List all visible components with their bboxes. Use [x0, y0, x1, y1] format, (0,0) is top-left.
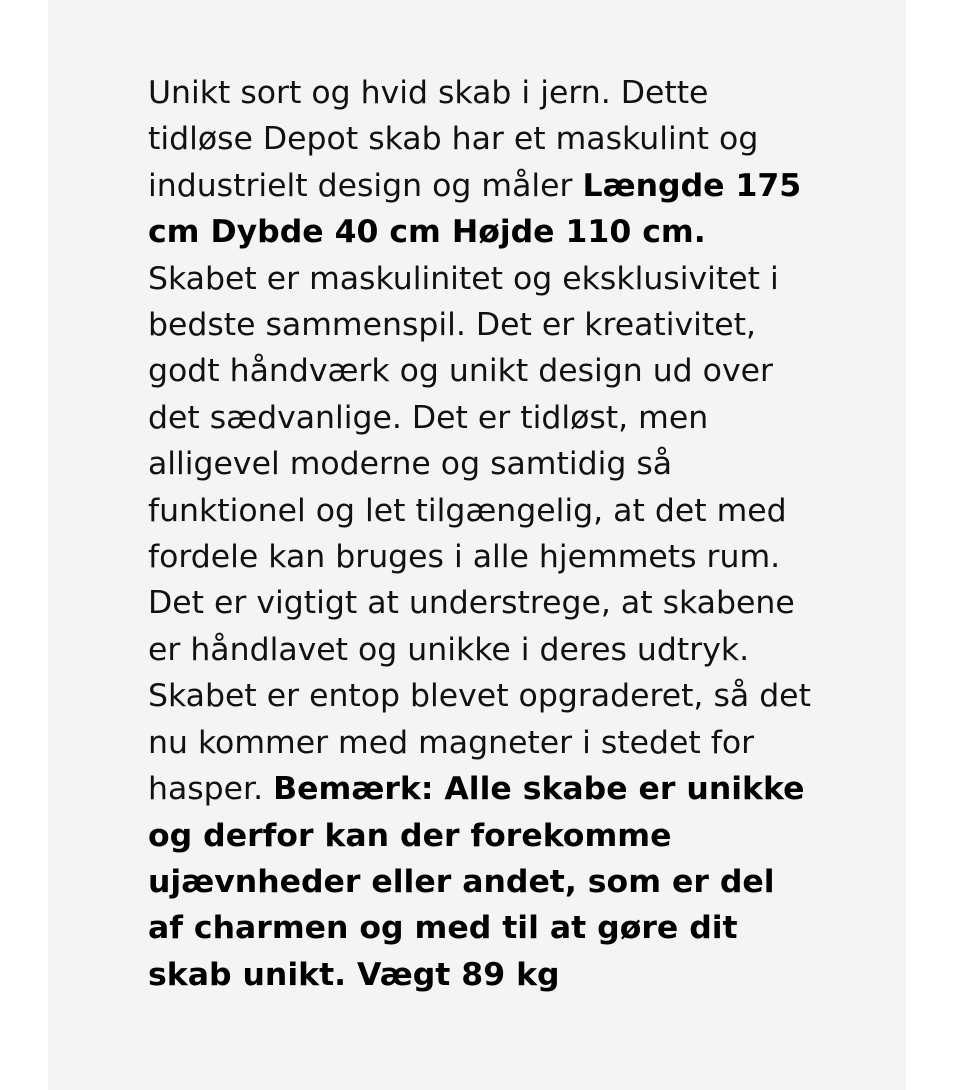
description-panel	[48, 0, 906, 1090]
description-body: Skabet er maskulinitet og eksklusivitet i bedste sammenspil. Det er kreativitet, godt håndværk og unikt design ud over det sædvanlige. Det er tidløst, men alligevel moderne og samtidig så funktionel og let tilgængelig, at det med fordele kan bruges i alle hjemmets rum. Det er vigtigt at understrege, at skabene er håndlavet og unikke i deres udtryk. Skabet er entop blevet opgraderet, så det nu kommer med magneter i stedet for hasper.	[148, 260, 811, 808]
dimensions-text: Længde 175 cm Dybde 40 cm Højde 110 cm.	[148, 167, 802, 251]
product-description	[148, 70, 820, 998]
description-intro: Unikt sort og hvid skab i jern. Dette tidløse Depot skab har et maskulint og industrielt design og måler	[148, 75, 759, 204]
note-text: Bemærk: Alle skabe er unikke og derfor kan der forekomme ujævnheder eller andet, som er del af charmen og med til at gøre dit skab unikt. Vægt 89 kg	[148, 771, 805, 993]
